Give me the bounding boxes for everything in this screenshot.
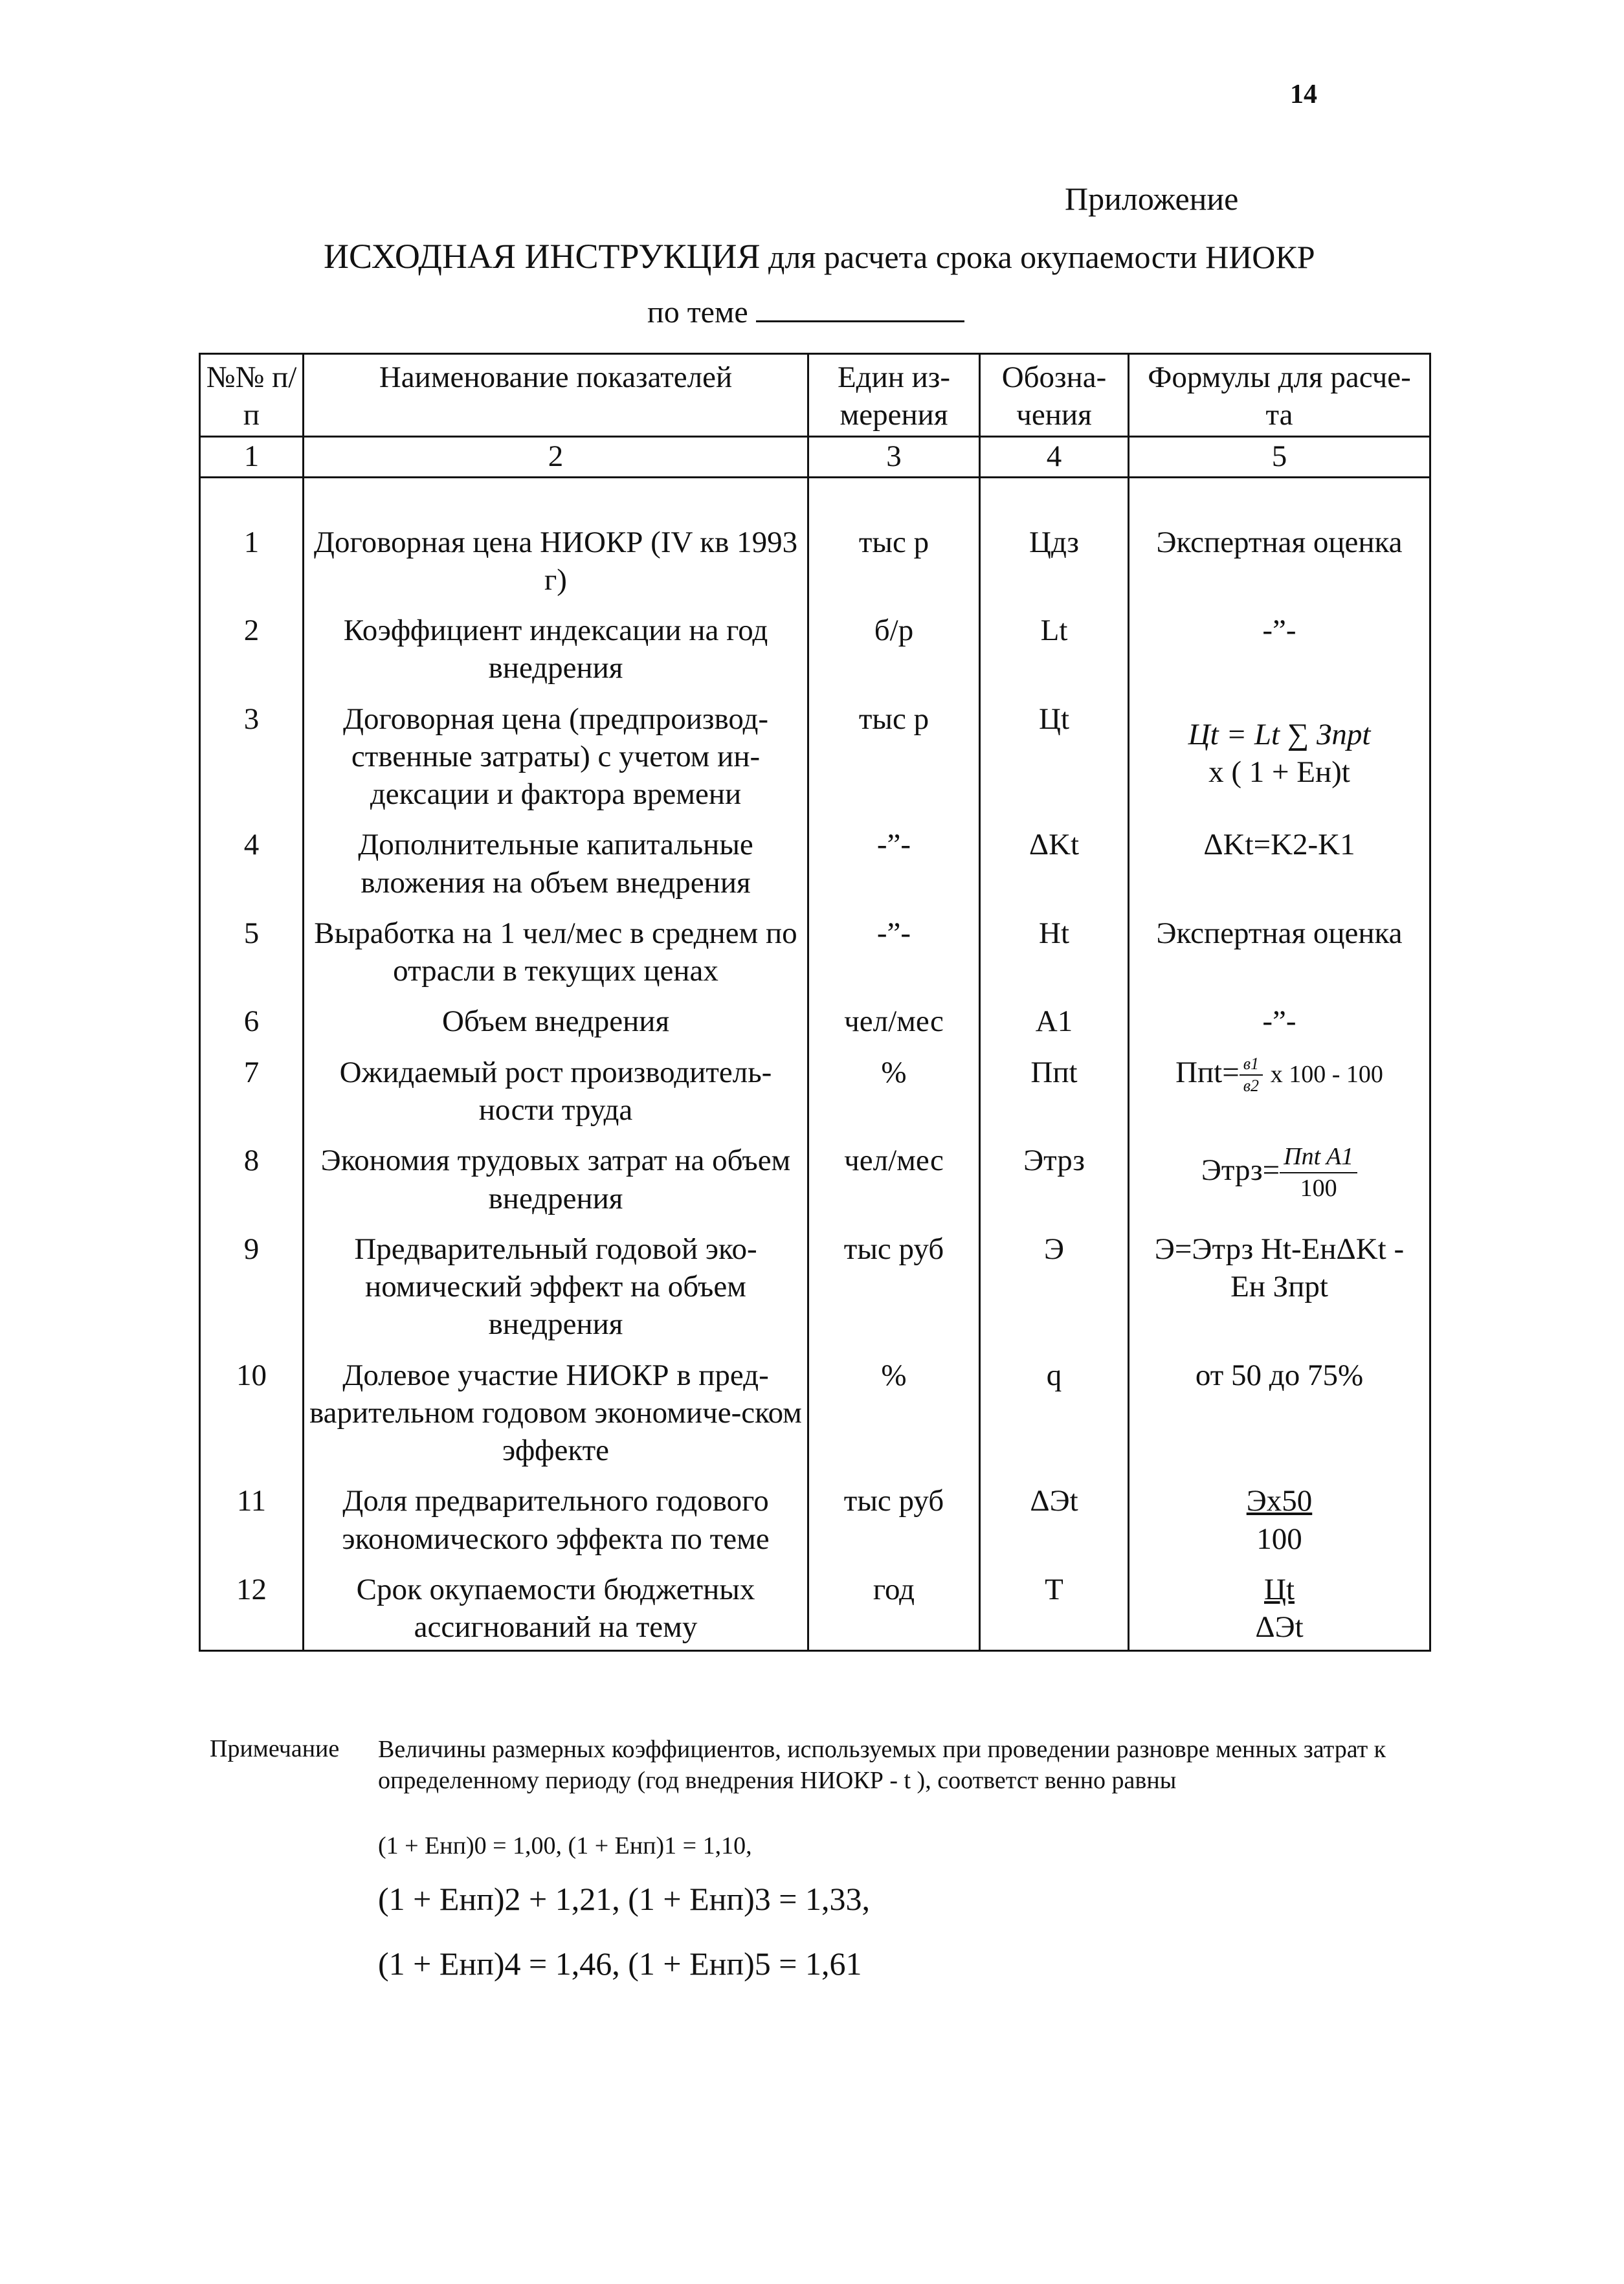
formula-part-a: Цt = Lt ∑ Зnpt (1188, 717, 1371, 751)
note-label: Примечание (210, 1735, 340, 1762)
indicator-name: Долевое участие НИОКР в пред-варительном годовом экономиче-ском эффекте (304, 1347, 808, 1474)
indicator-name: Договорная цена (предпроизвод-ственные затраты) с учетом ин-дексации и фактора времени (304, 691, 808, 817)
row-number: 8 (200, 1133, 304, 1221)
formula-numerator: Эх50 (1246, 1484, 1313, 1518)
indicator-unit: % (808, 1045, 980, 1133)
indicator-symbol: Ппt (980, 1045, 1129, 1133)
indicator-unit: тыс руб (808, 1473, 980, 1562)
title-main: ИСХОДНАЯ ИНСТРУКЦИЯ (324, 237, 761, 276)
header-unit: Един из-мерения (808, 354, 980, 437)
header-name: Наименование показателей (304, 354, 808, 437)
formula-numerator: в1 (1240, 1054, 1263, 1076)
indicator-name: Дополнительные капитальные вложения на объем внедрения (304, 817, 808, 905)
note-text: Величины размерных коэффициентов, используемых при проведении разновре менных затрат к определенному периоду (год внедрения НИОКР - t ), соответст венно равны (378, 1736, 1386, 1794)
table-row (200, 1221, 1430, 1347)
column-number: 2 (304, 436, 808, 477)
indicator-symbol: ΔЭt (980, 1473, 1129, 1562)
indicator-symbol: A1 (980, 993, 1129, 1044)
indicator-name: Выработка на 1 чел/мес в среднем по отрасли в текущих ценах (304, 905, 808, 994)
indicator-unit: тыс р (808, 691, 980, 817)
indicator-formula: -”- (1129, 603, 1430, 691)
coefficient-line-3: (1 + Енп)4 = 1,46, (1 + Енп)5 = 1,61 (378, 1946, 862, 1982)
table-row (200, 1045, 1430, 1133)
row-number: 12 (200, 1562, 304, 1651)
indicator-formula: -”- (1129, 993, 1430, 1044)
table-row (200, 817, 1430, 905)
row-number: 9 (200, 1221, 304, 1347)
indicator-name: Коэффициент индексации на год внедрения (304, 603, 808, 691)
table-row (200, 603, 1430, 691)
row-number: 10 (200, 1347, 304, 1474)
indicator-unit: % (808, 1347, 980, 1474)
table-row (200, 477, 1430, 603)
table-row (200, 1133, 1430, 1221)
page-number: 14 (1290, 80, 1317, 109)
formula-fraction (1280, 1142, 1357, 1204)
row-number: 1 (200, 477, 304, 603)
indicator-formula: Э=Этрз Ht-ЕнΔKt - Ен Зпрt (1129, 1221, 1430, 1347)
row-number: 11 (200, 1473, 304, 1562)
formula-fraction (1240, 1054, 1263, 1096)
table-row (200, 1473, 1430, 1562)
indicator-formula: Экспертная оценка (1129, 477, 1430, 603)
column-number: 4 (980, 436, 1129, 477)
row-number: 6 (200, 993, 304, 1044)
formula-denominator: 100 (1300, 1175, 1337, 1203)
formula-denominator: 100 (1256, 1522, 1302, 1556)
indicator-formula (1129, 1045, 1430, 1133)
formula-denominator: в2 (1243, 1076, 1260, 1095)
table-row (200, 905, 1430, 994)
indicator-formula: Экспертная оценка (1129, 905, 1430, 994)
theme-blank-field[interactable] (756, 294, 964, 322)
indicator-formula (1129, 1133, 1430, 1221)
coefficient-line-2: (1 + Енп)2 + 1,21, (1 + Енп)3 = 1,33, (378, 1881, 871, 1917)
indicator-unit: -”- (808, 905, 980, 994)
formula-prefix: Этрз= (1201, 1153, 1280, 1188)
indicator-symbol: Э (980, 1221, 1129, 1347)
indicator-unit: тыс руб (808, 1221, 980, 1347)
indicator-formula (1129, 1562, 1430, 1651)
header-symbol: Обозна-чения (980, 354, 1129, 437)
indicator-symbol: Цдз (980, 477, 1129, 603)
column-number: 5 (1129, 436, 1430, 477)
indicator-name: Срок окупаемости бюджетных ассигнований на тему (304, 1562, 808, 1651)
table-row (200, 1562, 1430, 1651)
row-number: 2 (200, 603, 304, 691)
indicator-formula: ΔKt=K2-K1 (1129, 817, 1430, 905)
row-number: 3 (200, 691, 304, 817)
header-number: №№ п/п (200, 354, 304, 437)
indicator-symbol: ΔKt (980, 817, 1129, 905)
column-number: 1 (200, 436, 304, 477)
indicator-name: Договорная цена НИОКР (IV кв 1993 г) (304, 477, 808, 603)
indicator-unit: тыс р (808, 477, 980, 603)
theme-label: по теме (647, 295, 748, 329)
row-number: 5 (200, 905, 304, 994)
row-number: 7 (200, 1045, 304, 1133)
indicator-symbol: q (980, 1347, 1129, 1474)
indicator-formula (1129, 691, 1430, 817)
header-formula: Формулы для расче-та (1129, 354, 1430, 437)
indicator-unit: чел/мес (808, 1133, 980, 1221)
indicator-unit: б/р (808, 603, 980, 691)
formula-part-b: x ( 1 + Ен)t (1208, 755, 1350, 789)
indicator-name: Объем внедрения (304, 993, 808, 1044)
indicator-symbol: Цt (980, 691, 1129, 817)
indicator-name: Доля предварительного годового экономического эффекта по теме (304, 1473, 808, 1562)
column-number: 3 (808, 436, 980, 477)
table-row (200, 993, 1430, 1044)
formula-prefix: Ппt= (1175, 1055, 1240, 1089)
appendix-label: Приложение (1065, 181, 1239, 217)
indicator-formula: от 50 до 75% (1129, 1347, 1430, 1474)
table-row (200, 1347, 1430, 1474)
formula-numerator: Ппt A1 (1280, 1142, 1357, 1173)
indicator-unit: чел/мес (808, 993, 980, 1044)
column-number-row (200, 436, 1430, 477)
indicator-name: Ожидаемый рост производитель-ности труда (304, 1045, 808, 1133)
title-rest: для расчета срока окупаемости НИОКР (760, 239, 1315, 275)
table-header-row (200, 354, 1430, 437)
indicator-unit: год (808, 1562, 980, 1651)
formula-suffix: x 100 - 100 (1270, 1060, 1383, 1088)
indicator-name: Предварительный годовой эко-номический эффект на объем внедрения (304, 1221, 808, 1347)
indicator-formula (1129, 1473, 1430, 1562)
indicators-table (199, 353, 1431, 1652)
indicator-symbol: T (980, 1562, 1129, 1651)
table-row (200, 691, 1430, 817)
theme-line (647, 294, 964, 330)
indicator-symbol: Ht (980, 905, 1129, 994)
row-number: 4 (200, 817, 304, 905)
formula-denominator: ΔЭt (1255, 1610, 1304, 1645)
indicator-name: Экономия трудовых затрат на объем внедрения (304, 1133, 808, 1221)
indicator-symbol: Этрз (980, 1133, 1129, 1221)
indicator-symbol: Lt (980, 603, 1129, 691)
formula-numerator: Цt (1264, 1572, 1295, 1606)
indicator-unit: -”- (808, 817, 980, 905)
coefficient-line-1: (1 + Енп)0 = 1,00, (1 + Енп)1 = 1,10, (378, 1832, 752, 1859)
document-title (324, 236, 1315, 276)
